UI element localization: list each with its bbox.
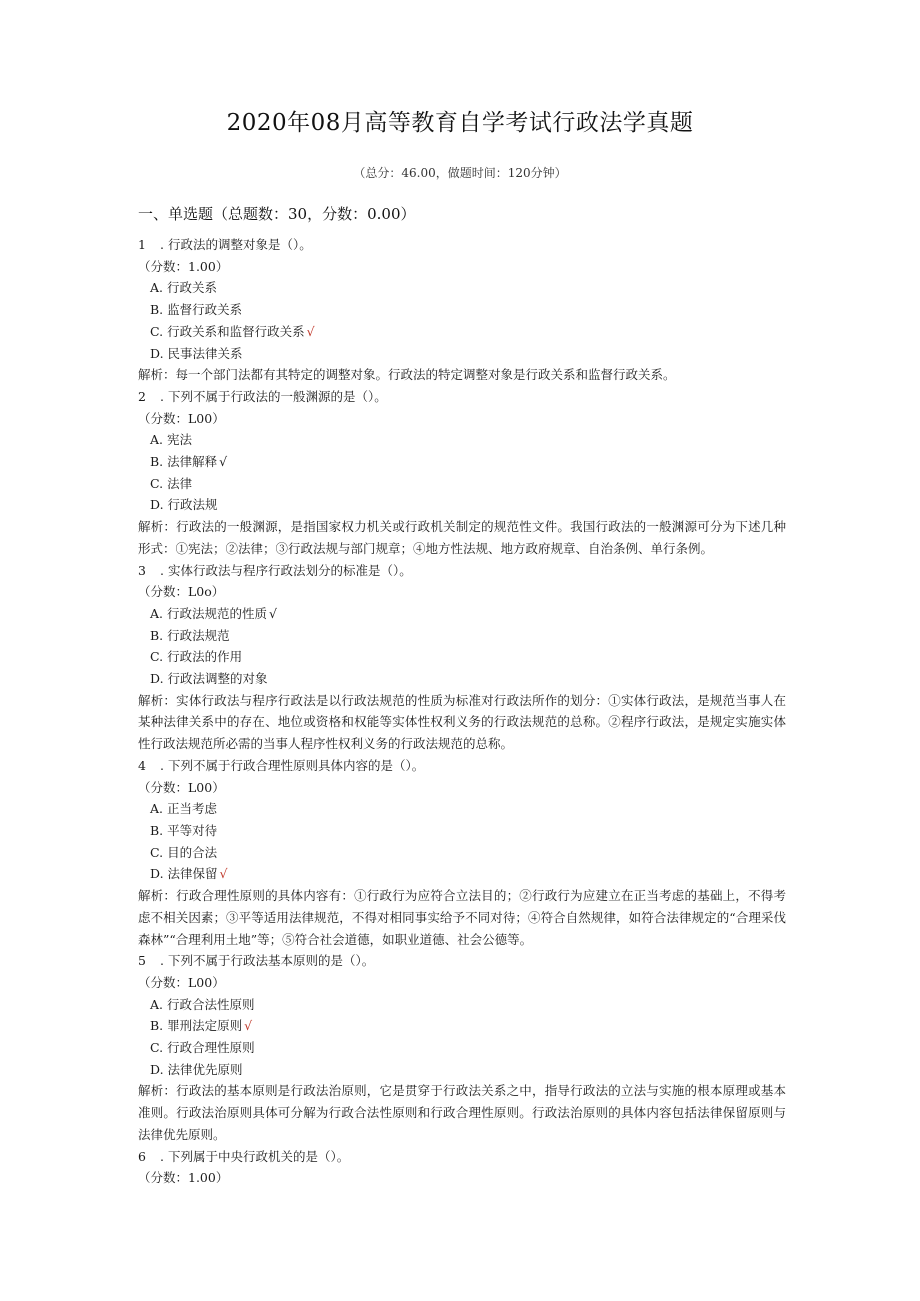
question-score: （分数：1.00） — [138, 1170, 229, 1186]
answer-option — [138, 429, 786, 451]
question-stem — [138, 234, 786, 256]
section-heading: 一、单选题（总题数：30，分数：0.00） — [138, 205, 416, 223]
option-text: C. 行政法的作用 — [150, 649, 243, 665]
question-stem — [138, 1146, 786, 1168]
answer-option — [138, 1059, 786, 1081]
option-text: A. 宪法 — [150, 432, 192, 448]
question-stem — [138, 755, 786, 777]
answer-option — [138, 798, 786, 820]
option-text: D. 法律优先原则 — [150, 1061, 243, 1077]
option-text: D. 行政法规 — [150, 497, 218, 513]
answer-explanation: 解析：行政法的基本原则是行政法治原则，它是贯穿于行政法关系之中，指导行政法的立法与实施的根本原理或基本准则。行政法治原则具体可分解为行政合法性原则和行政合理性原则。行政法治原则的具体内容包括法律保留原则与法律优先原则。 — [138, 1083, 786, 1142]
answer-option — [138, 321, 786, 343]
answer-option — [138, 625, 786, 647]
correct-answer-checkmark: √ — [219, 866, 228, 882]
question-text: . 下列不属于行政合理性原则具体内容的是（）。 — [160, 757, 425, 773]
exam-title: 2020年08月高等教育自学考试行政法学真题 — [226, 110, 694, 136]
option-text: C. 法律 — [150, 475, 193, 491]
option-text: A. 正当考虑 — [150, 801, 217, 817]
question-score: （分数：L00） — [138, 410, 225, 426]
question-stem — [138, 950, 786, 972]
question-score: （分数：L0o） — [138, 584, 225, 600]
option-text: D. 民事法律关系 — [150, 345, 243, 361]
option-text: C. 行政关系和监督行政关系 — [150, 323, 305, 339]
question-text: . 实体行政法与程序行政法划分的标准是（）。 — [160, 562, 412, 578]
answer-option — [138, 473, 786, 495]
question-2 — [138, 386, 786, 560]
answer-option — [138, 863, 786, 885]
option-text: D. 法律保留 — [150, 866, 218, 882]
question-number: 6 — [138, 1148, 146, 1164]
answer-explanation: 解析：实体行政法与程序行政法是以行政法规范的性质为标准对行政法所作的划分：①实体行政法，是规范当事人在某种法律关系中的存在、地位或资格和权能等实体性权利义务的行政法规范的总称。②程序行政法，是规定实施实体性行政法规范所必需的当事人程序性权利义务的行政法规范的总称。 — [138, 692, 786, 752]
question-number: 1 — [138, 237, 146, 252]
question-3 — [138, 560, 786, 755]
answer-option — [138, 451, 786, 473]
question-score: （分数：L00） — [138, 974, 225, 990]
answer-option — [138, 1037, 786, 1059]
answer-explanation: 解析：每一个部门法都有其特定的调整对象。行政法的特定调整对象是行政关系和监督行政关系。 — [138, 367, 676, 383]
option-text: A. 行政合法性原则 — [150, 996, 255, 1012]
option-text: C. 目的合法 — [150, 844, 218, 860]
question-text: . 下列属于中央行政机关的是（）。 — [160, 1148, 350, 1164]
option-text: B. 法律解释 — [150, 454, 218, 470]
question-number: 3 — [138, 562, 146, 578]
question-5 — [138, 950, 786, 1145]
answer-option — [138, 668, 786, 690]
correct-answer-checkmark: √ — [268, 605, 277, 621]
question-6 — [138, 1146, 786, 1189]
option-text: B. 行政法规范 — [150, 627, 230, 643]
option-text: C. 行政合理性原则 — [150, 1040, 255, 1056]
option-text: B. 罪刑法定原则 — [150, 1018, 243, 1034]
answer-option — [138, 277, 786, 299]
question-number: 5 — [138, 953, 146, 969]
question-score: （分数：1.00） — [138, 258, 229, 274]
question-stem — [138, 386, 786, 408]
option-text: B. 监督行政关系 — [150, 302, 243, 318]
question-text: . 下列不属于行政法的一般渊源的是（）。 — [160, 388, 387, 404]
answer-option — [138, 820, 786, 842]
answer-option — [138, 494, 786, 516]
answer-option — [138, 343, 786, 365]
question-list — [138, 234, 786, 1189]
question-4 — [138, 755, 786, 950]
question-text: . 下列不属于行政法基本原则的是（）。 — [160, 953, 375, 969]
correct-answer-checkmark: √ — [219, 454, 228, 470]
answer-explanation: 解析：行政合理性原则的具体内容有：①行政行为应符合立法目的；②行政行为应建立在正当考虑的基础上，不得考虑不相关因素；③平等适用法律规范，不得对相同事实给予不同对待；④符合自然规律，如符合法律规定的“合理采伐森林”“合理利用土地”等；⑤符合社会道德，如职业道德、社会公德等。 — [138, 888, 786, 947]
option-text: A. 行政法规范的性质 — [150, 605, 267, 621]
option-text: B. 平等对待 — [150, 822, 218, 838]
option-text: A. 行政关系 — [150, 280, 217, 296]
question-number: 2 — [138, 388, 146, 404]
answer-option — [138, 994, 786, 1016]
question-score: （分数：L00） — [138, 779, 225, 795]
answer-option — [138, 646, 786, 668]
answer-option — [138, 299, 786, 321]
correct-answer-checkmark: √ — [244, 1018, 253, 1034]
correct-answer-checkmark: √ — [306, 323, 315, 339]
exam-subtitle: （总分：46.00，做题时间：120分钟） — [353, 166, 567, 180]
question-number: 4 — [138, 757, 146, 773]
answer-option — [138, 1015, 786, 1037]
answer-option — [138, 603, 786, 625]
question-text: . 行政法的调整对象是（）。 — [160, 237, 312, 252]
option-text: D. 行政法调整的对象 — [150, 671, 268, 687]
answer-option — [138, 842, 786, 864]
question-stem — [138, 560, 786, 582]
question-1 — [138, 234, 786, 386]
answer-explanation: 解析：行政法的一般渊源，是指国家权力机关或行政机关制定的规范性文件。我国行政法的一般渊源可分为下述几种形式：①宪法；②法律；③行政法规与部门规章；④地方性法规、地方政府规章、自治条例、单行条例。 — [138, 519, 786, 556]
